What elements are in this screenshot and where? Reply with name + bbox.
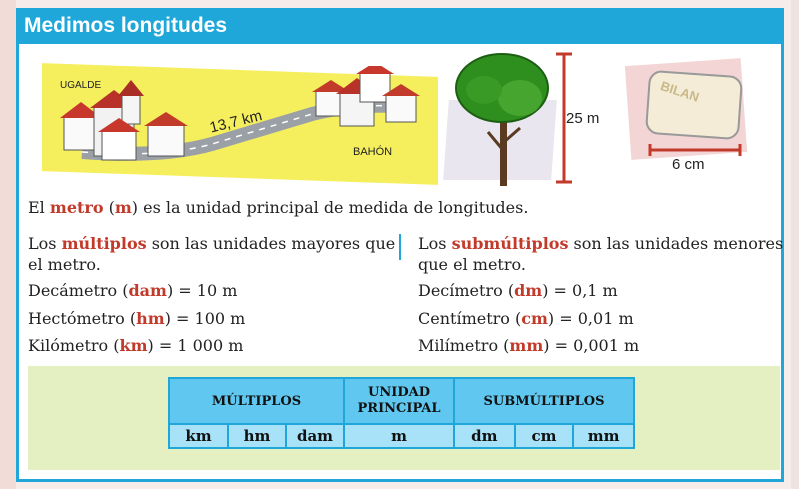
item-text: Decímetro ( [418,281,515,300]
item-text: ) = 0,001 m [543,336,640,355]
unit-cell-hm: hm [228,424,286,448]
submultiples-item [418,280,618,301]
header-main-unit [344,378,454,424]
item-text: ) = 0,1 m [542,281,618,300]
item-text: Milímetro ( [418,336,510,355]
tree-illustration [450,50,580,190]
definition-text: ) es la unidad principal de medida de longitudes. [131,198,529,217]
definition-text: ( [103,198,115,217]
definition-term-m: m [114,198,132,217]
definition-text: El [28,198,50,217]
item-text: Kilómetro ( [28,336,120,355]
header-multiples: MÚLTIPLOS [169,378,344,424]
item-text: Hectómetro ( [28,309,137,328]
eraser-brand: BILAN [658,78,702,105]
item-text: Centímetro ( [418,309,522,328]
header-submultiples: SUBMÚLTIPLOS [454,378,634,424]
village-left-houses [60,80,188,160]
submultiples-intro [418,233,783,275]
multiples-item [28,280,237,301]
unit-symbol: dam [128,281,167,300]
unit-symbol: cm [521,309,548,328]
intro-text: son las unidades menores [568,234,784,253]
unit-cell-mm: mm [573,424,634,448]
submultiples-item [418,308,634,329]
multiples-intro [28,233,395,275]
tree-height-label: 25 m [566,110,600,127]
unit-cell-cm: cm [515,424,574,448]
submultiples-term: submúltiplos [451,234,569,253]
unit-cell-dm: dm [454,424,515,448]
eraser-illustration [636,64,754,160]
units-table [168,377,635,449]
page-edge-right [791,0,799,489]
town-label-ugalde: UGALDE [60,80,102,91]
intro-text: son las unidades mayores que [146,234,396,253]
multiples-item [28,335,243,356]
header-main-unit-line: UNIDAD [368,385,430,400]
multiples-item [28,308,245,329]
distance-label: 13,7 km [208,107,264,137]
item-text: ) = 100 m [164,309,246,328]
intro-text: Los [28,234,62,253]
eraser-width-label: 6 cm [672,156,705,173]
item-text: Decámetro ( [28,281,129,300]
definition-term-metro: metro [49,198,104,217]
submultiples-item [418,335,639,356]
item-text: ) = 0,01 m [547,309,634,328]
unit-symbol: mm [509,336,544,355]
unit-cell-dam: dam [286,424,344,448]
eraser-shape [646,71,742,139]
intro-text: Los [418,234,452,253]
item-text: ) = 10 m [166,281,238,300]
unit-cell-m: m [344,424,454,448]
page-title: Medimos longitudes [16,8,784,44]
unit-symbol: hm [136,309,165,328]
header-main-unit-line: PRINCIPAL [357,401,441,416]
main-definition [28,198,528,217]
intro-text: que el metro. [418,255,526,274]
page-edge-left [0,0,16,489]
unit-symbol: dm [514,281,543,300]
unit-symbol: km [119,336,148,355]
town-label-bahon: BAHÓN [353,146,393,158]
multiples-term: múltiplos [61,234,147,253]
intro-text: el metro. [28,255,101,274]
column-divider [399,234,401,260]
unit-cell-km: km [169,424,228,448]
item-text: ) = 1 000 m [147,336,244,355]
